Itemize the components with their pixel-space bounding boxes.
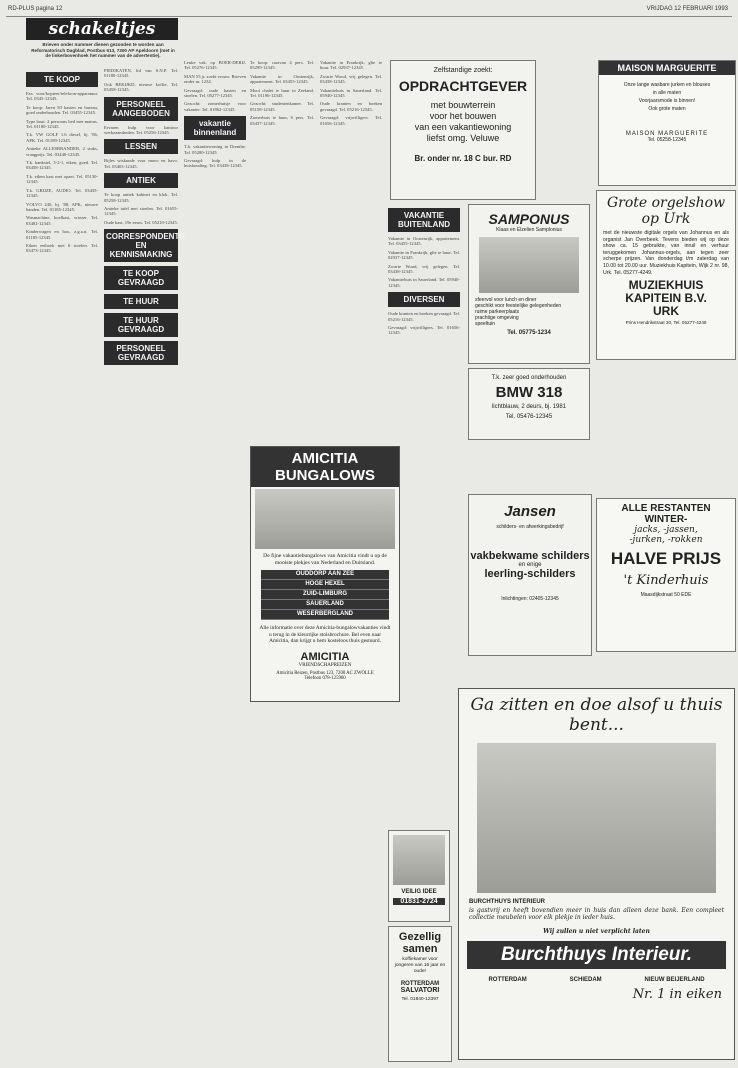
ad-amicitia-brand-sub: VRIENDSCHAPREIZEN <box>298 663 352 669</box>
list-item: Type hout. 2 persoons bed met matras. Tel. 01180-12345. <box>26 118 98 130</box>
ad-bmw <box>468 368 590 440</box>
ad-zelfstandige-reply: Br. onder nr. 18 C bur. RD <box>414 154 512 163</box>
ad-jansen-sub: schilders- en afwerkingsbedrijf <box>496 524 564 530</box>
ad-maison-line: Onze lange wasbare jurken en blouses <box>623 82 711 88</box>
heading-personeel-aangeboden: PERSONEEL AANGEBODEN <box>104 97 178 121</box>
ad-restanten-line4: -jurken, -rokken <box>629 535 703 545</box>
list-item: Vakantie in Frankrijk, gîte te huur. Tel. 02937-12345. <box>320 60 382 71</box>
list-item: Vakantie in Frankrijk, gîte te huur. Tel. 02937-12345. <box>388 249 460 261</box>
list-item: VOLVO 240, bj. '88, APK, nieuwe banden. Tel. 01185-12345. <box>26 201 98 212</box>
ad-amicitia <box>250 446 400 702</box>
ad-gezellig-body: koffiekamer voor jongeren van 16 jaar en ouder <box>394 957 446 974</box>
ad-burchthuys-store: SCHIEDAM <box>569 976 602 983</box>
classifieds-col-1 <box>26 68 98 1058</box>
ad-maison <box>598 60 736 186</box>
ad-zelfstandige-title: OPDRACHTGEVER <box>398 78 528 94</box>
ad-orgelshow-name1: MUZIEKHUIS <box>628 278 704 293</box>
section-intro: Brieven onder nummer dienen gezonden te worden aan Reformatorisch Dagblad, Postbus 613, 7300 AP Apeldoorn (met in de linkerbovenhoek het nummer van de advertentie). <box>31 42 175 59</box>
ad-maison-phone: Tel. 05258-12345 <box>647 137 687 143</box>
location-item: WESERBERGLAND <box>261 610 389 620</box>
ad-restanten-address: Maasdijkstraat 50 EDE <box>640 592 692 598</box>
classifieds-col-5 <box>320 60 382 440</box>
list-item: Te koop: Jaren 50 kasten en bureau, goed onderhouden. Tel. 03455-12345. <box>26 104 98 116</box>
ad-jansen-bottom: Inlichtingen: 02405-12345 <box>501 596 559 602</box>
list-item: Gezocht: zomerhuisje voor vakantie. Tel. 01862-12345. <box>184 101 246 112</box>
list-item: T.k. bankstel, 3-2-1, eiken, goed. Tel. 03458-12345. <box>26 160 98 171</box>
ad-amicitia-locations <box>261 570 389 620</box>
heading-te-koop: TE KOOP <box>26 72 98 87</box>
list-item: Eiken eethoek met 6 stoelen. Tel. 03473-12345. <box>26 242 98 254</box>
classifieds-col-3 <box>184 60 246 1058</box>
page-header-left: RD-PLUS pagina 12 <box>8 6 63 12</box>
list-item: Zomerhuis te huur, 6 pers. Tel. 03437-12345. <box>250 115 314 126</box>
list-item: T.k. GRIJZE, AUDIO. Tel. 03435-12345. <box>26 187 98 199</box>
list-item: Gezocht: studentenkamer. Tel. 05158-12345. <box>250 101 314 112</box>
ad-gezellig-title2: samen <box>402 943 438 955</box>
ad-bmw-phone: Tel. 05476-12345 <box>505 414 553 420</box>
ad-samponus-feature: ruime parkeerplaats <box>475 309 520 315</box>
ad-burchthuys-body: is gastvrij en heeft bovendien meer in huis dan alleen deze bank. Een compleet collectie meubelen voor elk plekje in ieder huis. <box>469 907 724 922</box>
ad-maison-line: Ook grote maten <box>648 106 686 112</box>
list-item: Oude kranten en boeken gevraagd. Tel. 05216-12345. <box>320 101 382 112</box>
ad-veilig-phone: 01831-2724 <box>393 898 445 905</box>
list-item: Te koop: caravan 4 pers. Tel. 05299-12345. <box>250 60 314 71</box>
list-item: Gevraagd: oude kasten en stoelen. Tel. 05277-12345. <box>184 87 246 99</box>
page-header-date: VRIJDAG 12 FEBRUARI 1993 <box>646 6 728 12</box>
list-item: Antieke tafel met stoelen. Tel. 01655-12345. <box>104 206 178 217</box>
list-item: Vakantiehuis in Sauerland. Tel. 05940-12345. <box>320 87 382 99</box>
heading-vakantie-buitenland: VAKANTIE BUITENLAND <box>388 208 460 232</box>
ad-gezellig-city: ROTTERDAM <box>400 981 440 987</box>
list-item: Zwarte Woud, vrij gelegen. Tel. 03438-12345. <box>320 73 382 85</box>
list-item: Antieke ALLESBRANDER, 2 stuks, vraagprijs. Tel. 03440-12345. <box>26 146 98 157</box>
list-item: PIEDIKATEN, lid van S.N.P. Tel. 01180-12345. <box>104 68 178 79</box>
list-item: Vakantiehuis in Sauerland. Tel. 05940-12345. <box>388 277 460 288</box>
ad-orgelshow-address: Prins Hendrikstraat 30, Tel. 05277-4249 <box>625 320 707 326</box>
list-item: Vakantie in Oostenrijk, appartement. Tel. 03455-12345. <box>250 73 314 85</box>
heading-lessen: LESSEN <box>104 139 178 154</box>
ad-amicitia-title2: BUNGALOWS <box>275 467 375 484</box>
ad-gezellig-name: SALVATORI <box>400 987 440 994</box>
heading-correspondentie: CORRESPONDENTIE EN KENNISMAKING <box>104 229 178 262</box>
ad-zelfstandige-top: Zelfstandige zoekt: <box>433 67 493 74</box>
ad-bmw-title: BMW 318 <box>495 384 563 401</box>
list-item: Gevraagd: vrijwilligers. Tel. 01656-12345. <box>320 115 382 126</box>
ad-samponus-feature: prachtige omgeving <box>475 315 519 321</box>
ad-burchthuys-name: BURCHTHUYS INTERIEUR <box>469 899 546 905</box>
ad-gezellig <box>388 926 452 1062</box>
ad-maison-line: in alle maten <box>652 90 682 96</box>
ad-orgelshow <box>596 190 736 360</box>
sofa-photo <box>477 743 716 893</box>
ad-burchthuys-footer: Wij zullen u niet verplicht laten <box>543 927 650 935</box>
heading-te-huur: TE HUUR <box>104 294 178 309</box>
ad-orgelshow-name2: KAPITEIN B.V. <box>625 291 707 306</box>
list-item: Wasmachine, koelkast, vriezer. Tel. 03402-12345. <box>26 215 98 226</box>
ad-burchthuys-brand: Burchthuys Interieur. <box>467 941 726 969</box>
ad-zelfstandige-line: liefst omg. Veluwe <box>426 133 500 143</box>
ad-amicitia-brand: AMICITIA <box>300 651 350 664</box>
ad-jansen-title: vakbekwame schilders <box>470 550 590 562</box>
classifieds-col-2 <box>104 68 187 1058</box>
restaurant-photo <box>479 237 579 293</box>
ad-maison-title: MAISON MARGUERITE <box>599 61 735 75</box>
ad-samponus-phone: Tel. 05775-1234 <box>507 330 551 336</box>
list-item: Kinderwagen en box, z.g.a.n. Tel. 01185-12345. <box>26 229 98 240</box>
ad-samponus-name: SAMPONUS <box>488 211 570 227</box>
location-item: SAUERLAND <box>261 600 389 610</box>
list-item: Vakantie in Oostenrijk, appartement. Tel. 03455-12345. <box>388 236 460 247</box>
ad-restanten-line5: HALVE PRIJS <box>610 549 722 568</box>
ad-burchthuys-slogan: Nr. 1 in eiken <box>632 986 722 1002</box>
ad-zelfstandige <box>390 60 536 200</box>
list-item: T.k. eiken kast met opzet. Tel. 05130-12345. <box>26 173 98 185</box>
list-item: Zwarte Woud, vrij gelegen. Tel. 03438-12345. <box>388 263 460 275</box>
ad-bmw-sub: lichtblauw, 2 deurs, bj. 1981 <box>491 404 567 410</box>
ad-orgelshow-body: met de nieuwste digitale orgels van Johannus en als organist Jan Overbeek. Tevens bieden wij op deze show ca. 15 gebruikte, van inruil en verhuur teruggekomen Johannus-orgels, aan tegen zeer scherpe prijzen. Van donderdag t/m zaterdag van 10.00 tot 20.00 uur. Muziekhuis Kapitein, Wijk 2 nr. 98, Urk. Tel. 05277-4249. <box>603 230 729 276</box>
ad-burchthuys <box>458 688 735 1060</box>
list-item: Leuke vak. op BOER-DERIJ. Tel. 05276-12345. <box>184 60 246 71</box>
heading-diversen: DIVERSEN <box>388 292 460 307</box>
list-item: Fax voor/kopieer/telefoon-apparatuur. Tel. 0345-12345. <box>26 91 98 102</box>
ad-veilig-title: VEILIG IDEE <box>401 889 437 895</box>
ad-jansen-sub2: en enige <box>518 562 542 568</box>
ad-samponus <box>468 204 590 364</box>
location-item: ZUID-LIMBURG <box>261 590 389 600</box>
ad-restanten <box>596 498 736 652</box>
ad-amicitia-address: Amicitia Reizen, Postbus 123, 7200 AC ZWOLLE <box>276 671 374 677</box>
page-header <box>6 4 732 17</box>
list-item: T.h. vakantiewoning in Drenthe. Tel. 05280-12345. <box>184 144 246 155</box>
ad-amicitia-sub: De fijne vakantiebungalows van Amicitia vindt u op de mooiste plekjes van Nederland en Duitsland. <box>263 553 387 566</box>
ad-restanten-line3: jacks, -jassen, <box>634 525 698 535</box>
ad-amicitia-title1: AMICITIA <box>291 450 359 467</box>
list-item: Ook BEKIJKD, nieuwe koffie. Tel. 03458-12345. <box>104 81 178 93</box>
ad-maison-footer: MAISON MARGUERITE <box>625 131 709 137</box>
ad-amicitia-phone: Telefoon 078-125960 <box>304 676 346 682</box>
list-item: Mooi chalet te huur in Zeeland. Tel. 01196-12345. <box>250 87 314 99</box>
location-item: HOGE HEXEL <box>261 580 389 590</box>
ad-zelfstandige-line: voor het bouwen <box>429 111 497 121</box>
ad-restanten-line1: ALLE RESTANTEN <box>621 503 711 514</box>
list-item: Te koop antiek kabinet en klok. Tel. 05258-12345. <box>104 192 178 203</box>
heading-antiek: ANTIEK <box>104 173 178 188</box>
veilig-photo <box>393 835 445 885</box>
ad-zelfstandige-line: van een vakantiewoning <box>414 122 512 132</box>
ad-restanten-line2: WINTER- <box>644 514 688 525</box>
heading-personeel-gevraagd: PERSONEEL GEVRAAGD <box>104 341 178 365</box>
heading-te-huur-gevraagd: TE HUUR GEVRAAGD <box>104 313 178 337</box>
list-item: Bijles wiskunde voor mavo en havo. Tel. 03403-12345. <box>104 158 178 169</box>
ad-zelfstandige-line: met bouwterrein <box>430 100 496 110</box>
ad-restanten-shop: 't Kinderhuis <box>623 573 709 588</box>
ad-bmw-top: T.k. zeer goed onderhouden <box>491 375 567 381</box>
list-item: Oude kast, 19e eeuw. Tel. 05210-12345. <box>104 219 178 225</box>
schakeltjes-logo: schakeltjes <box>26 18 178 40</box>
classifieds-col-4 <box>250 60 314 440</box>
ad-veilig <box>388 830 450 922</box>
ad-samponus-feature: geschikt voor feestelijke gelegenheden <box>475 303 562 309</box>
ad-gezellig-phone: Tel. 01840-12397 <box>401 997 439 1002</box>
ad-maison-line: Voorjaarsmode is binnen! <box>638 98 696 104</box>
ad-samponus-sub: Klaas en Elzelien Samplonius <box>496 227 562 233</box>
ad-samponus-feature: speeltuin <box>475 321 496 327</box>
heading-te-koop-gevraagd: TE KOOP GEVRAAGD <box>104 266 178 290</box>
ad-burchthuys-store: NIEUW BEIJERLAND <box>644 976 705 983</box>
ad-amicitia-body: Alle informatie over deze Amicitia-bungalowvakanties vindt u terug in de kleurrijke stolsbrochure. Bel even naar Amicitia, dan krijgt u hem kosteloos thuis gestuurd. <box>259 625 391 644</box>
list-item: Oude kranten en boeken gevraagd. Tel. 05216-12345. <box>388 311 460 322</box>
ad-jansen-name: Jansen <box>504 503 556 520</box>
bungalow-photo <box>255 489 395 549</box>
ad-orgelshow-name3: URK <box>653 304 679 319</box>
ad-jansen <box>468 494 592 656</box>
list-item: MAN 55 jr. zoekt vrouw. Brieven onder nr. 1234. <box>184 73 246 85</box>
newspaper-page <box>6 4 732 1064</box>
list-item: Ervaren hulp voor kantoor werkzaamheden. Tel. 05256-12345. <box>104 124 178 136</box>
list-item: Gevraagd: hulp in de huishouding. Tel. 03438-12345. <box>184 158 246 169</box>
ad-gezellig-title1: Gezellig <box>398 931 442 943</box>
ad-jansen-title2: leerling-schilders <box>484 568 576 580</box>
ad-orgelshow-title: Grote orgelshow op Urk <box>606 195 726 227</box>
heading-vakantie-binnenland: vakantie binnenland <box>184 116 246 140</box>
ad-burchthuys-store: ROTTERDAM <box>488 976 527 983</box>
ad-burchthuys-headline: Ga zitten en doe alsof u thuis bent... <box>470 695 723 735</box>
list-item: T.k. VW GOLF 1.6 diesel, bj. '86, APK. Tel. 01189-12345. <box>26 132 98 143</box>
location-item: OUDDORP AAN ZEE <box>261 570 389 580</box>
list-item: Gevraagd: vrijwilligers. Tel. 01656-12345. <box>388 325 460 336</box>
ad-samponus-feature: sfeervol voor lunch en diner <box>475 297 537 303</box>
